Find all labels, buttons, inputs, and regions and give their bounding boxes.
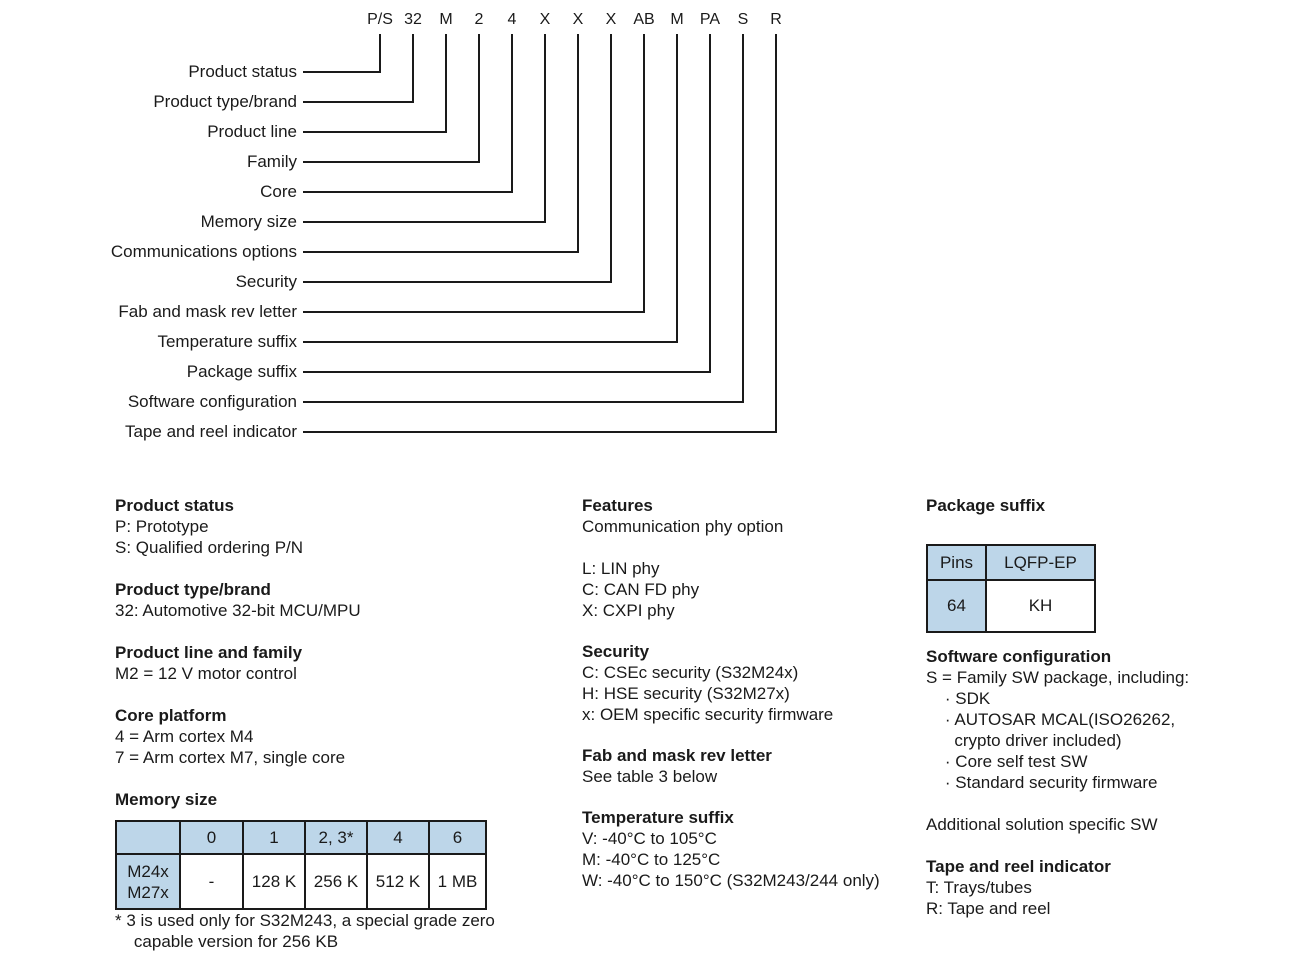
text-line: 32: Automotive 32-bit MCU/MPU [115, 601, 361, 620]
section-heading: Software configuration [926, 647, 1112, 666]
field-label-tape-reel: Tape and reel indicator [124, 422, 297, 441]
part-code-product-line: M [439, 11, 453, 28]
connector-line-10 [303, 34, 710, 372]
column-right [926, 495, 1298, 940]
section-software-config [926, 646, 1298, 793]
memory-table-header-row [116, 821, 486, 854]
field-label-package: Package suffix [186, 362, 297, 381]
memory-table-row-label [116, 854, 180, 909]
section-core-platform [115, 705, 560, 768]
section-product-line-family [115, 642, 560, 684]
section-heading: Security [582, 642, 650, 661]
text-line: H: HSE security (S32M27x) [582, 684, 790, 703]
connector-line-6 [303, 34, 578, 252]
section-heading: Tape and reel indicator [926, 857, 1111, 876]
memory-size-table [115, 820, 487, 910]
text-line: C: CSEc security (S32M24x) [582, 663, 799, 682]
part-code-fab-mask: AB [633, 11, 655, 28]
section-heading: Product line and family [115, 643, 303, 662]
package-table-header-cell: Pins [927, 545, 986, 580]
section-features [582, 495, 954, 621]
connector-line-5 [303, 34, 545, 222]
package-table-data-row [927, 580, 1095, 632]
section-heading: Temperature suffix [582, 808, 734, 827]
memory-table-cell: 128 K [243, 854, 305, 909]
part-number-diagram [0, 0, 1304, 470]
bullet-line: crypto driver included) [926, 731, 1122, 750]
text-line: L: LIN phy [582, 559, 660, 578]
part-code-security: X [605, 11, 617, 28]
memory-table-corner-cell [116, 821, 180, 854]
text-line: C: CAN FD phy [582, 580, 700, 599]
text-line: P: Prototype [115, 517, 209, 536]
text-line: See table 3 below [582, 767, 718, 786]
memory-table-header-cell: 0 [180, 821, 243, 854]
package-table-header-row [927, 545, 1095, 580]
section-temperature [582, 807, 954, 891]
field-label-memory-size: Memory size [200, 212, 297, 231]
connector-line-9 [303, 34, 677, 342]
text-line: W: -40°C to 150°C (S32M243/244 only) [582, 871, 880, 890]
text-line: M: -40°C to 125°C [582, 850, 721, 869]
text-line: x: OEM specific security firmware [582, 705, 834, 724]
part-code-core: 4 [507, 11, 517, 28]
part-code-tape-reel: R [770, 11, 782, 28]
part-code-comm-options: X [572, 11, 584, 28]
field-label-product-status: Product status [188, 62, 297, 81]
row-label-line: M27x [127, 882, 169, 902]
section-fab-mask [582, 745, 954, 787]
field-label-temperature: Temperature suffix [157, 332, 297, 351]
memory-table-footnote: * 3 is used only for S32M243, a special grade zero [115, 911, 495, 930]
text-line: 7 = Arm cortex M7, single core [115, 748, 346, 767]
section-heading: Memory size [115, 790, 218, 809]
package-table-value-cell: KH [986, 580, 1095, 632]
memory-table-header-cell: 1 [243, 821, 305, 854]
package-suffix-table [926, 544, 1096, 633]
text-line: 4 = Arm cortex M4 [115, 727, 254, 746]
section-heading: Core platform [115, 706, 227, 725]
field-label-comm-options: Communications options [110, 242, 297, 261]
part-code-software: S [737, 11, 749, 28]
memory-table-header-cell: 4 [367, 821, 429, 854]
package-table-pins-cell: 64 [927, 580, 986, 632]
package-table-header-cell: LQFP-EP [986, 545, 1095, 580]
memory-table-footnote: capable version for 256 KB [115, 932, 339, 951]
field-label-fab-mask: Fab and mask rev letter [118, 302, 297, 321]
section-package-suffix [926, 495, 1298, 633]
text-line [582, 537, 954, 558]
bullet-line: · AUTOSAR MCAL(ISO26262, [926, 710, 1176, 729]
section-heading: Fab and mask rev letter [582, 746, 772, 765]
column-middle [582, 495, 954, 911]
column-left [115, 495, 560, 964]
text-line: R: Tape and reel [926, 899, 1051, 918]
field-label-family: Family [246, 152, 297, 171]
section-heading: Product status [115, 496, 235, 515]
section-memory-size [115, 789, 560, 952]
connector-line-2 [303, 34, 446, 132]
connector-line-3 [303, 34, 479, 162]
part-code-product-status: P/S [367, 11, 393, 28]
connector-line-4 [303, 34, 512, 192]
memory-table-cell: 512 K [367, 854, 429, 909]
field-label-product-type: Product type/brand [153, 92, 297, 111]
field-label-security: Security [235, 272, 297, 291]
bullet-line: · Core self test SW [926, 752, 1088, 771]
connector-line-8 [303, 34, 644, 312]
connector-line-0 [303, 34, 380, 72]
field-label-software: Software configuration [127, 392, 297, 411]
connector-line-1 [303, 34, 413, 102]
field-label-core: Core [260, 182, 297, 201]
section-heading: Package suffix [926, 496, 1046, 515]
text-line: Communication phy option [582, 517, 784, 536]
text-line: T: Trays/tubes [926, 878, 1032, 897]
part-code-package: PA [699, 11, 721, 28]
row-label-line: M24x [127, 861, 169, 881]
bullet-line: · Standard security firmware [926, 773, 1158, 792]
text-line: Additional solution specific SW [926, 815, 1158, 834]
field-label-product-line: Product line [207, 122, 297, 141]
memory-table-cell: 1 MB [429, 854, 486, 909]
text-line: M2 = 12 V motor control [115, 664, 297, 683]
memory-table-data-row [116, 854, 486, 909]
section-product-type [115, 579, 560, 621]
memory-table-cell: - [180, 854, 243, 909]
bullet-line: · SDK [926, 689, 991, 708]
part-code-temperature: M [670, 11, 684, 28]
section-product-status [115, 495, 560, 558]
text-line: S = Family SW package, including: [926, 668, 1190, 687]
memory-table-cell: 256 K [305, 854, 367, 909]
part-code-product-type: 32 [404, 11, 422, 28]
section-heading: Product type/brand [115, 580, 271, 599]
memory-table-header-cell: 2, 3* [305, 821, 367, 854]
part-code-memory-size: X [539, 11, 551, 28]
memory-table-header-cell: 6 [429, 821, 486, 854]
section-additional-sw [926, 814, 1298, 835]
text-line: V: -40°C to 105°C [582, 829, 717, 848]
section-tape-reel [926, 856, 1298, 919]
text-line: S: Qualified ordering P/N [115, 538, 304, 557]
part-code-family: 2 [474, 11, 484, 28]
section-security [582, 641, 954, 725]
section-heading: Features [582, 496, 653, 515]
text-line: X: CXPI phy [582, 601, 675, 620]
